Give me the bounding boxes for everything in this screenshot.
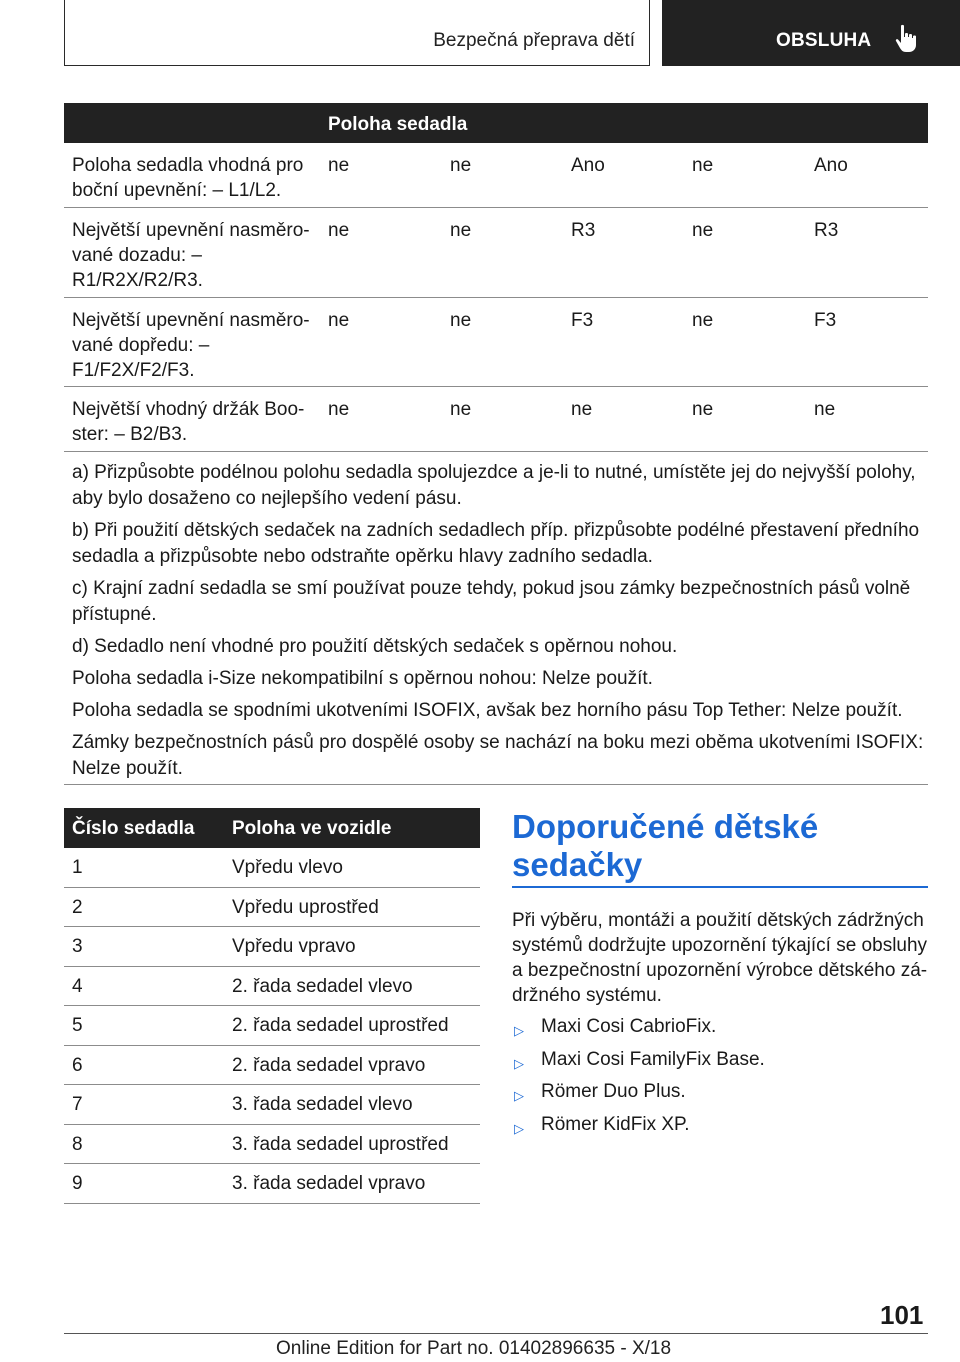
cell: Ano	[814, 155, 848, 176]
page-number: 101	[880, 1300, 924, 1330]
column-header: Poloha ve vozidle	[232, 818, 392, 839]
cell: 3. řada sedadel vpravo	[232, 1173, 426, 1194]
cell: ne	[328, 399, 350, 420]
cell: F3	[571, 310, 594, 331]
cell: 3. řada sedadel uprostřed	[232, 1133, 449, 1155]
cell: ne	[450, 220, 472, 241]
footnote: a) Přizpůsobte podélnou polohu sedadla spolujezdce a je-li to nutné, umístěte jej do nejvyšší polohy, aby bylo dosaženo co nejlepšího vedení pásu.	[72, 462, 916, 509]
cell: 6	[72, 1054, 83, 1076]
table-header	[64, 103, 928, 143]
footnote: c) Krajní zadní sedadla se smí používat pouze tehdy, pokud jsou zámky bezpečnostních pásů volně přístupné.	[72, 578, 911, 625]
list-item-label: Römer KidFix XP.	[541, 1113, 690, 1135]
cell: ne	[328, 220, 350, 241]
row-label: Poloha sedadla vhodná pro boční upevnění: – L1/L2.	[72, 155, 304, 201]
cell: Vpředu uprostřed	[232, 896, 379, 918]
row-label: Největší upevnění nasměro-vané dozadu: – R1/R2X/R2/R3.	[72, 220, 310, 291]
table-row	[64, 1125, 480, 1165]
table-row	[64, 1006, 480, 1046]
table-row	[64, 848, 480, 888]
list-item-label: Römer Duo Plus.	[541, 1081, 686, 1102]
cell: 2. řada sedadel uprostřed	[232, 1015, 449, 1036]
cell: R3	[571, 220, 596, 241]
cell: ne	[450, 399, 472, 420]
cell: 8	[72, 1133, 83, 1155]
cell: R3	[814, 220, 839, 241]
table-row	[64, 888, 480, 928]
header-section-title: Bezpečná přeprava dětí	[433, 30, 635, 51]
list-item	[512, 1014, 928, 1047]
list-item	[512, 1079, 928, 1112]
table-row	[64, 927, 480, 967]
footer-rule	[64, 1333, 928, 1334]
row-label: Největší vhodný držák Boo-ster: – B2/B3.	[72, 399, 305, 445]
footnote: Poloha sedadla se spodními ukotveními ISOFIX, avšak bez horního pásu Top Tether: Nelze použít.	[72, 700, 903, 721]
divider	[64, 784, 928, 785]
cell: 4	[72, 975, 83, 997]
cell: ne	[328, 155, 350, 176]
table-row	[64, 967, 480, 1007]
footnote: Poloha sedadla i-Size nekompatibilní s opěrnou nohou: Nelze použít.	[72, 668, 653, 689]
footer-edition: Online Edition for Part no. 01402896635 - X/18	[276, 1338, 672, 1359]
cell: 2	[72, 896, 83, 918]
cell: ne	[328, 310, 350, 331]
table-row	[64, 387, 928, 452]
triangle-bullet-icon: ▷	[514, 1023, 524, 1038]
cell: 2. řada sedadel vlevo	[232, 975, 413, 997]
seat-position-table	[64, 103, 928, 445]
list-item	[512, 1112, 928, 1145]
cell: 3. řada sedadel vlevo	[232, 1094, 413, 1115]
cell: ne	[571, 399, 593, 420]
header-section-tab	[64, 0, 650, 66]
cell: Ano	[571, 155, 605, 176]
section-rule	[512, 886, 928, 888]
footnote: d) Sedadlo není vhodné pro použití dětských sedaček s opěrnou nohou.	[72, 636, 678, 657]
cell: 1	[72, 857, 83, 878]
cell: F3	[814, 310, 837, 331]
section-intro: Při výběru, montáži a použití dětských zádržných systémů dodržujte upozornění týkající se obsluhy a bezpečnostní upozornění výrobce dětského zá-držného systému.	[512, 910, 928, 1006]
list-item-label: Maxi Cosi FamilyFix Base.	[541, 1048, 765, 1070]
cell: 3	[72, 936, 83, 957]
row-label: Největší upevnění nasměro-vané dopředu: – F1/F2X/F2/F3.	[72, 310, 310, 381]
cell: ne	[692, 310, 714, 331]
table-row	[64, 208, 928, 298]
table-row	[64, 143, 928, 208]
table-header	[64, 808, 480, 848]
section-title: Doporučené dětské sedačky	[512, 808, 819, 883]
table-header-label: Poloha sedadla	[328, 114, 468, 135]
triangle-bullet-icon: ▷	[514, 1055, 524, 1071]
cell: ne	[450, 310, 472, 331]
cell: ne	[692, 220, 714, 241]
table-footnotes	[72, 460, 928, 788]
seat-number-table	[64, 808, 480, 1204]
table-row	[64, 1046, 480, 1086]
footnote: Zámky bezpečnostních pásů pro dospělé osoby se nachází na boku mezi oběma ukotveními ISOFIX: Nelze použít.	[72, 732, 924, 779]
triangle-bullet-icon: ▷	[514, 1120, 524, 1136]
header-chapter-title: OBSLUHA	[776, 30, 872, 51]
column-header: Číslo sedadla	[72, 818, 195, 839]
footnote: b) Při použití dětských sedaček na zadních sedadlech příp. přizpůsobte podélné přestavení předního sedadla a přizpůsobte nebo odstraňte opěrku hlavy zadního sedadla.	[72, 520, 920, 567]
cell: ne	[450, 155, 472, 176]
cell: ne	[692, 399, 714, 420]
cell: Vpředu vpravo	[232, 936, 356, 957]
header-chapter-tab	[662, 0, 960, 66]
cell: 5	[72, 1015, 83, 1036]
list-item	[512, 1047, 928, 1080]
table-row	[64, 1164, 480, 1204]
list-item-label: Maxi Cosi CabrioFix.	[541, 1016, 717, 1037]
cell: 2. řada sedadel vpravo	[232, 1054, 426, 1076]
cell: ne	[692, 155, 714, 176]
hand-pointer-icon	[895, 24, 921, 54]
table-row	[64, 1085, 480, 1125]
triangle-bullet-icon: ▷	[514, 1088, 524, 1103]
table-row	[64, 298, 928, 387]
cell: Vpředu vlevo	[232, 857, 343, 878]
recommended-seat-list	[512, 1014, 928, 1144]
cell: 7	[72, 1094, 83, 1115]
cell: ne	[814, 399, 836, 420]
cell: 9	[72, 1173, 83, 1194]
